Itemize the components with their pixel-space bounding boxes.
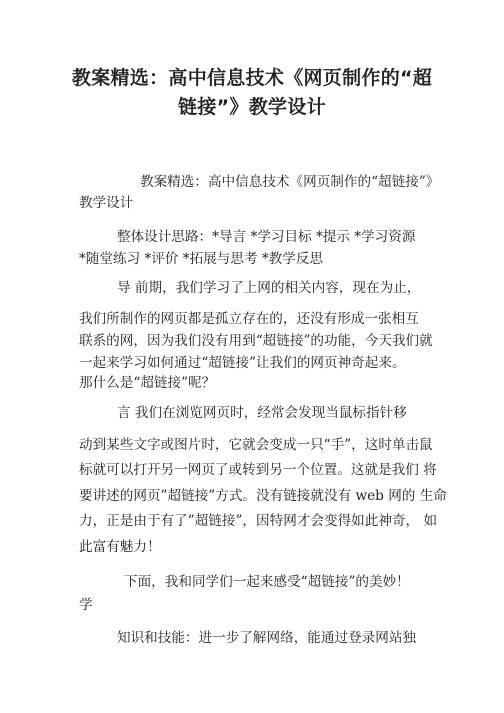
document-title-line-2: 链接”》教学设计 (178, 96, 326, 118)
document-title-line-1: 教案精选：高中信息技术《网页制作的“超 (71, 67, 433, 89)
body-line: 要讲述的网页”超链接”方式。没有链接就没有 web 网的 生命 (79, 488, 447, 504)
body-line: 整体设计思路：*导言 *学习目标 *提示 *学习资源 (117, 229, 416, 245)
body-line: 教学设计 (79, 195, 134, 211)
body-line: 此富有魅力！ (79, 539, 161, 555)
body-line: 下面，我和同学们一起来感受“超链接”的美妙！ (124, 574, 410, 590)
body-line: 联系的网，因为我们没有用到“超链接”的功能，今天我们就 (79, 333, 433, 349)
body-line: 那什么是“超链接”呢？ (79, 375, 216, 391)
body-line: 力，正是由于有了”超链接”，因特网才会变得如此神奇， 如 (79, 513, 438, 529)
body-line: 动到某些文字或图片时，它就会变成一只“手”，这时单击鼠 (79, 437, 433, 453)
body-line: 知识和技能：进一步了解网络，能通过登录网站独 (117, 630, 417, 646)
body-line: 我们所制作的网页都是孤立存在的，还没有形成一张相互 (79, 311, 419, 327)
body-line: 一起来学习如何通过“超链接”让我们的网页神奇起来。 (79, 355, 406, 371)
body-line: 言 我们在浏览网页时，经常会发现当鼠标指针移 (117, 405, 407, 421)
body-line: 标就可以打开另一网页了或转到另一个位置。这就是我们 将 (79, 462, 437, 478)
body-line: 学 (79, 597, 93, 613)
body-line: 导 前期，我们学习了上网的相关内容，现在为止， (117, 280, 421, 296)
body-line: 教案精选：高中信息技术《网页制作的“超链接”》 (140, 174, 440, 190)
body-line: *随堂练习 *评价 *拓展与思考 *教学反思 (79, 251, 324, 267)
